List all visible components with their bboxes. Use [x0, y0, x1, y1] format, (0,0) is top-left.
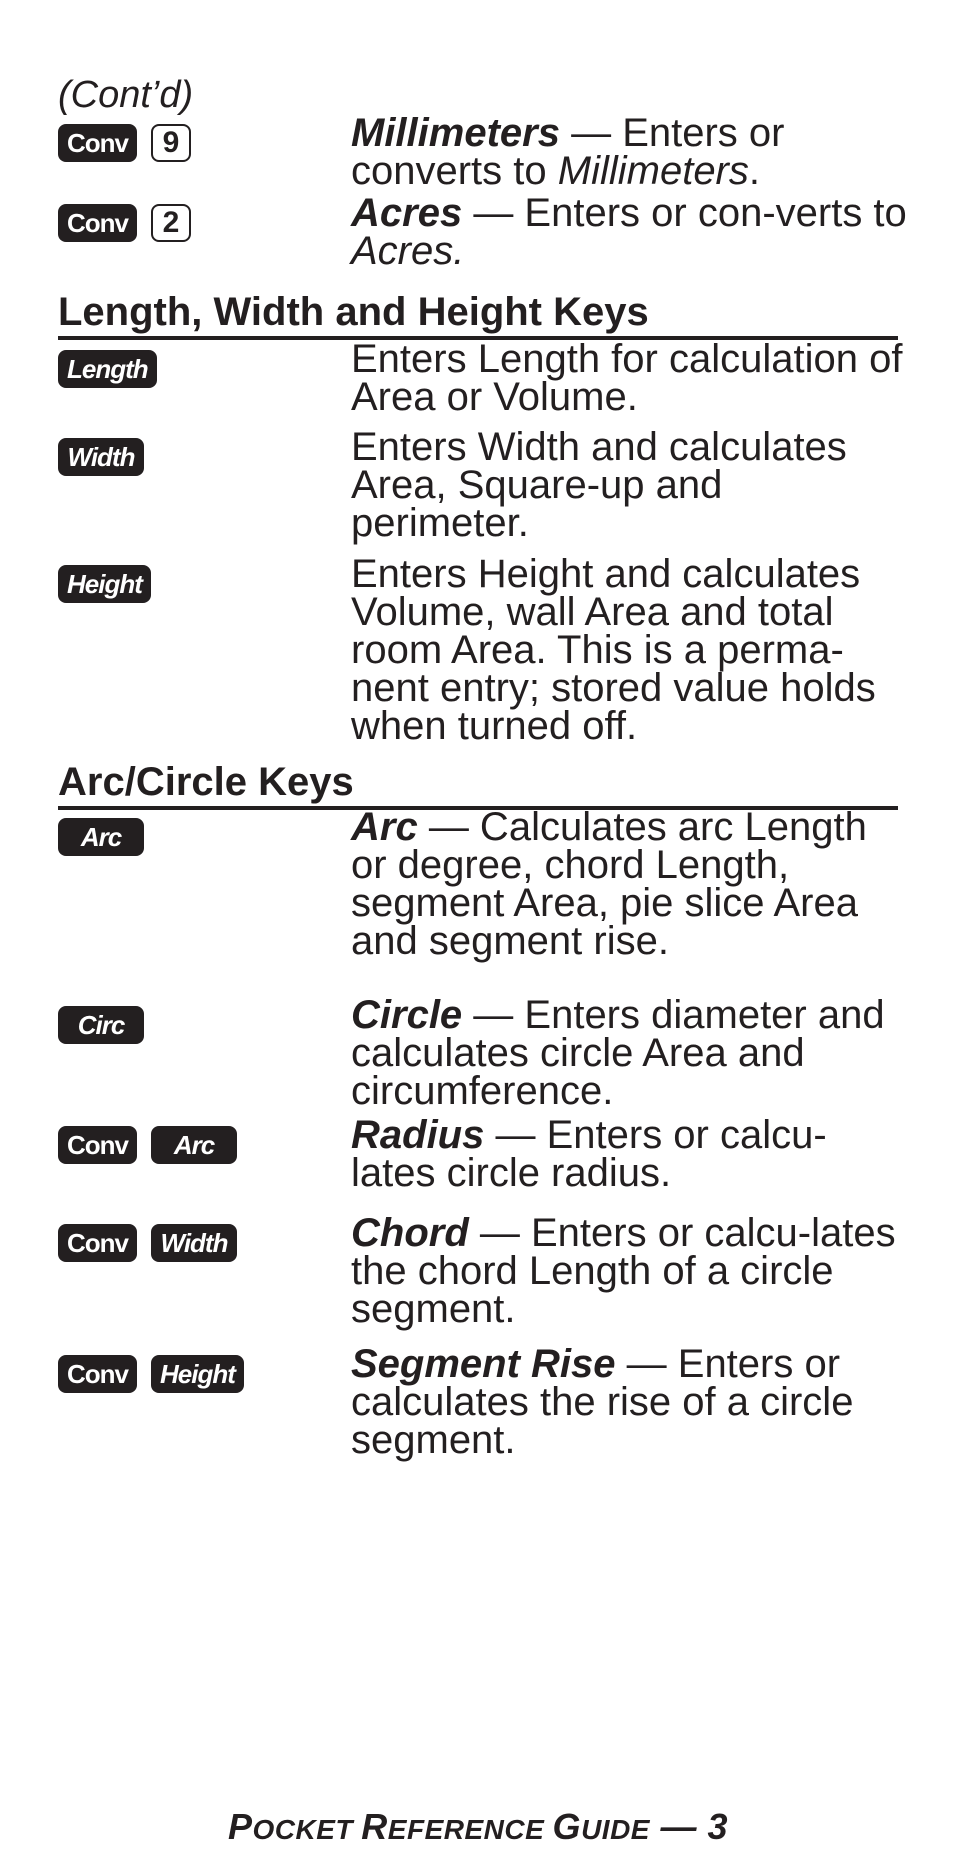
- key-combo: [58, 1355, 244, 1399]
- entry-description: Segment Rise — Enters or calculates the rise of a circle segment.: [351, 1342, 854, 1462]
- continued-label: (Cont’d): [58, 74, 194, 116]
- key-combo: [58, 438, 144, 482]
- height-key: Height: [151, 1355, 244, 1393]
- entry-description: Acres — Enters or con-verts to Acres.: [351, 191, 907, 273]
- key-combo: [58, 1224, 237, 1268]
- page: [58, 0, 907, 1862]
- circ-key: Circ: [58, 1006, 144, 1044]
- key-combo: [58, 204, 191, 248]
- key-combo: [58, 1006, 144, 1050]
- entry-description: Arc — Calculates arc Length or degree, chord Length, segment Area, pie slice Area and segment rise.: [351, 805, 867, 963]
- two-key: 2: [151, 204, 191, 242]
- width-key: Width: [151, 1224, 237, 1262]
- key-combo: [58, 124, 191, 168]
- width-key: Width: [58, 438, 144, 476]
- entry-term: Millimeters: [351, 111, 560, 155]
- conv-key: Conv: [58, 1355, 137, 1393]
- section-heading-arc-circle: Arc/Circle Keys: [58, 760, 898, 810]
- conv-key: Conv: [58, 1126, 137, 1164]
- entry-term: Radius: [351, 1113, 485, 1157]
- entry-term: Circle: [351, 993, 463, 1037]
- key-combo: [58, 565, 151, 609]
- conv-key: Conv: [58, 1224, 137, 1262]
- key-combo: [58, 350, 157, 394]
- key-combo: [58, 818, 144, 862]
- entry-term: Segment Rise: [351, 1342, 616, 1386]
- page-footer: POCKET REFERENCE GUIDE — 3: [228, 1806, 728, 1847]
- entry-term: Chord: [351, 1211, 469, 1255]
- arc-key: Arc: [58, 818, 144, 856]
- arc-key: Arc: [151, 1126, 237, 1164]
- entry-description: Chord — Enters or calcu-lates the chord Length of a circle segment.: [351, 1211, 896, 1331]
- height-key: Height: [58, 565, 151, 603]
- page-number: — 3: [649, 1806, 728, 1847]
- section-heading-length-width-height: Length, Width and Height Keys: [58, 290, 898, 340]
- entry-description: Enters Height and calculates Volume, wall Area and total room Area. This is a perma-nent entry; stored value holds when turned off.: [351, 552, 876, 748]
- entry-description: Radius — Enters or calcu-lates circle radius.: [351, 1113, 827, 1195]
- length-key: Length: [58, 350, 157, 388]
- nine-key: 9: [151, 124, 191, 162]
- entry-description: Enters Width and calculates Area, Square-up and perimeter.: [351, 425, 847, 545]
- entry-term: Acres: [351, 191, 463, 235]
- conv-key: Conv: [58, 204, 137, 242]
- key-combo: [58, 1126, 237, 1170]
- entry-description: Millimeters — Enters or converts to Millimeters.: [351, 111, 785, 193]
- entry-description: Enters Length for calculation of Area or Volume.: [351, 337, 903, 419]
- conv-key: Conv: [58, 124, 137, 162]
- entry-description: Circle — Enters diameter and calculates circle Area and circumference.: [351, 993, 885, 1113]
- entry-term: Arc: [351, 805, 418, 849]
